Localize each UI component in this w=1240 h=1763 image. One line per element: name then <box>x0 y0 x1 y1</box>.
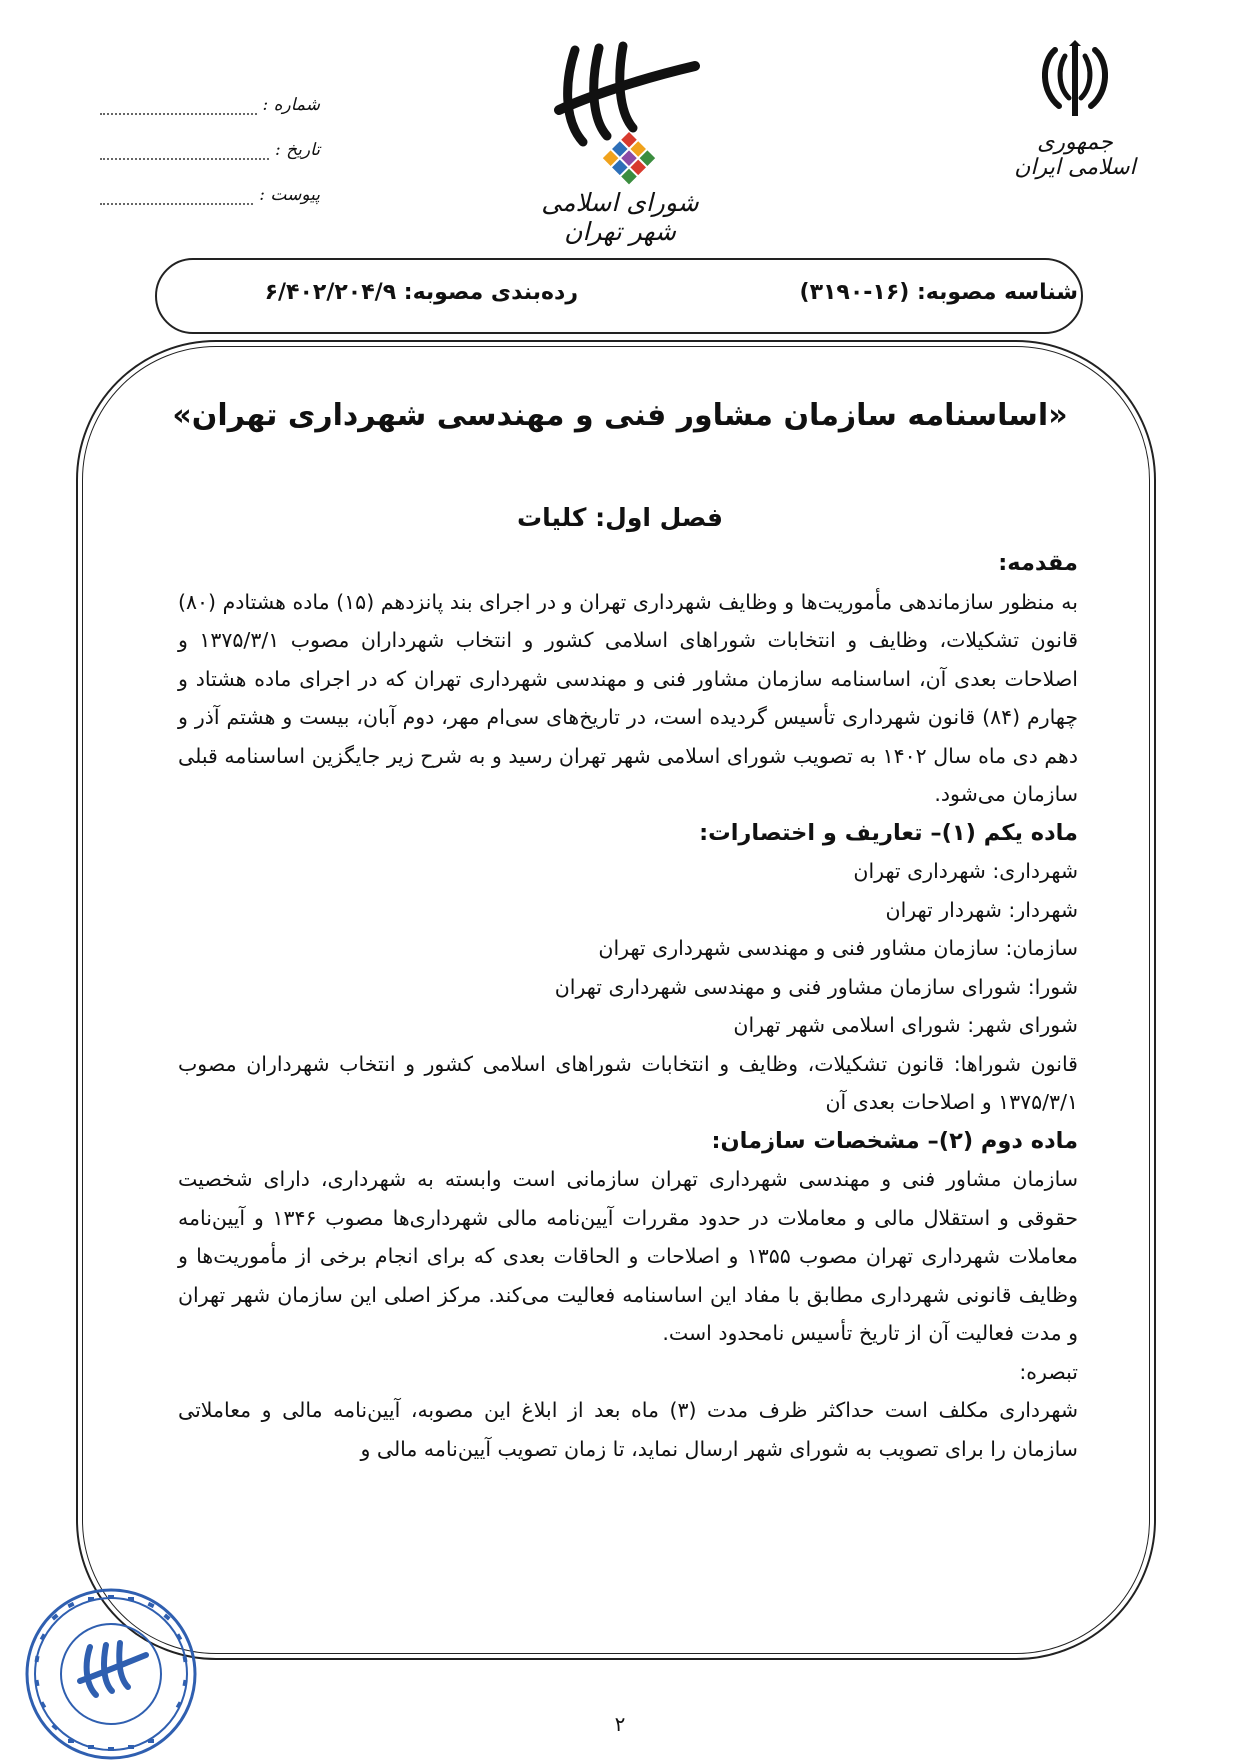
definition-item: قانون شوراها: قانون تشکیلات، وظایف و انتخابات شوراهای اسلامی کشور و انتخاب شهرداران مصوب ۱۳۷۵/۳/۱ و اصلاحات بعدی آن <box>178 1051 1078 1114</box>
reference-fields <box>100 70 320 205</box>
definition-item: شورا: شورای سازمان مشاور فنی و مهندسی شهرداری تهران <box>554 974 1078 999</box>
article-1-heading: ماده یکم (۱)– تعاریف و اختصارات: <box>699 819 1078 846</box>
note-heading: تبصره: <box>1019 1359 1078 1384</box>
number-label: شماره : <box>262 95 320 115</box>
intro-heading: مقدمه: <box>998 550 1078 576</box>
iran-emblem-icon <box>1033 40 1117 124</box>
date-dots <box>100 144 269 160</box>
article-2-heading: ماده دوم (۲)– مشخصات سازمان: <box>711 1127 1078 1154</box>
iran-emblem <box>1005 40 1145 180</box>
page-number: ۲ <box>614 1712 626 1736</box>
article-2-paragraph: سازمان مشاور فنی و مهندسی شهرداری تهران سازمانی است وابسته به شهرداری، دارای شخصیت حقوقی و استقلال مالی و معاملات در حدود مقررات آیین‌نامه مالی شهرداری‌ها مصوب ۱۳۴۶ و آیین‌نامه معاملات شهرداری تهران مصوب ۱۳۵۵ و اصلاحات و الحاقات بعدی که برای انجام برخی از مأموریت‌ها و وظایف قانونی شهرداری مطابق با مفاد این اساسنامه فعالیت می‌کند. مرکز اصلی این سازمان شهر تهران و مدت فعالیت آن از تاریخ تأسیس نامحدود است. <box>178 1167 1079 1345</box>
document-title: «اساسنامه سازمان مشاور فنی و مهندسی شهرداری تهران» <box>172 398 1068 433</box>
attachment-dots <box>100 189 253 205</box>
tehran-council-logo-icon <box>545 40 705 185</box>
chapter-title: فصل اول: کلیات <box>517 503 723 532</box>
definition-item: سازمان: سازمان مشاور فنی و مهندسی شهرداری تهران <box>598 936 1078 960</box>
document-body <box>178 544 1078 1468</box>
definition-item: شهرداری: شهرداری تهران <box>853 859 1078 883</box>
date-label: تاریخ : <box>275 140 320 160</box>
emblem-caption: جمهوری اسلامی ایران <box>1014 130 1136 180</box>
date-field <box>100 115 320 160</box>
note-paragraph: شهرداری مکلف است حداکثر ظرف مدت (۳) ماه بعد از ابلاغ این مصوبه، آیین‌نامه مالی و معاملاتی سازمان را برای تصویب به شورای شهر ارسال نماید، تا زمان تصویب آیین‌نامه مالی و <box>178 1398 1078 1461</box>
definition-item: شهردار: شهردار تهران <box>885 897 1078 922</box>
official-seal-stamp <box>22 1585 200 1763</box>
definition-item: شورای شهر: شورای اسلامی شهر تهران <box>733 1013 1078 1037</box>
number-field <box>100 70 320 115</box>
number-dots <box>100 99 257 115</box>
resolution-id: شناسه مصوبه: (۱۶-۳۱۹۰) <box>799 280 1078 305</box>
intro-paragraph: به منظور سازماندهی مأموریت‌ها و وظایف شهرداری تهران و در اجرای بند پانزدهم (۱۵) ماده هشتادم (۸۰) قانون تشکیلات، وظایف و انتخابات شوراهای اسلامی کشور و انتخاب شهرداران مصوب ۱۳۷۵/۳/۱ و اصلاحات بعدی آن، اساسنامه سازمان مشاور فنی و مهندسی شهرداری تهران که در اجرای ماده هشتاد و چهارم (۸۴) قانون شهرداری تأسیس گردیده است، در تاریخ‌های سی‌ام مهر، دوم آبان، بیست و هشتم آذر و دهم دی ماه سال ۱۴۰۲ به تصویب شورای اسلامی شهر تهران رسید و به شرح زیر جایگزین اساسنامه قبلی سازمان می‌شود. <box>178 589 1079 806</box>
attachment-field <box>100 160 320 205</box>
council-logo <box>545 40 705 189</box>
council-caption: شورای اسلامی شهر تهران <box>541 188 699 246</box>
resolution-classification: رده‌بندی مصوبه: ۶/۴۰۲/۲۰۴/۹ <box>264 280 578 305</box>
attachment-label: پیوست : <box>259 185 320 205</box>
